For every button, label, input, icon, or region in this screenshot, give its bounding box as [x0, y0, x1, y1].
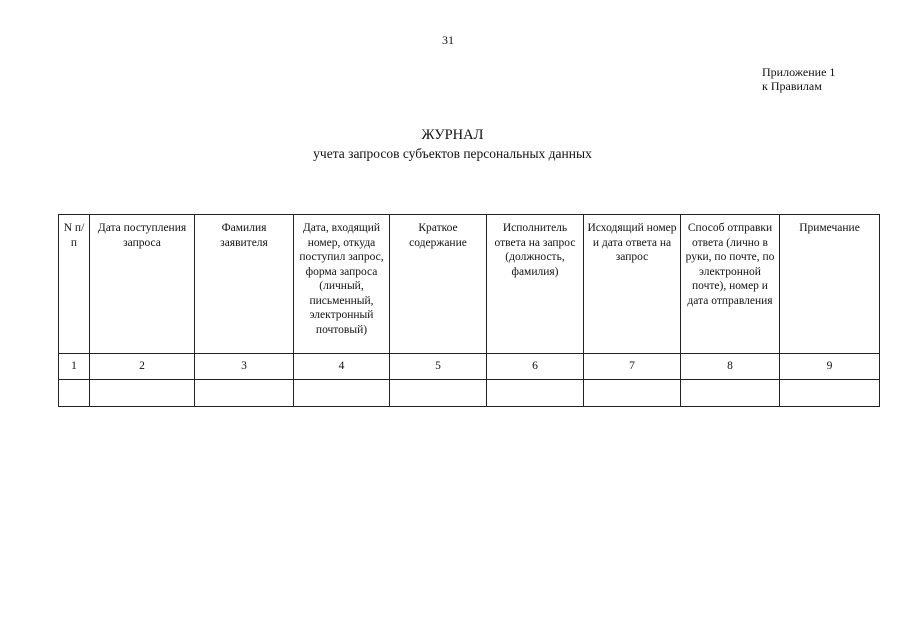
col-header-applicant-surname: Фамилия заявителя [195, 215, 294, 354]
column-number-cell: 3 [195, 354, 294, 380]
empty-cell [584, 380, 681, 407]
column-number-cell: 6 [487, 354, 584, 380]
empty-cell [90, 380, 195, 407]
col-header-delivery-method: Способ отправки ответа (лично в руки, по почте, по электронной почте), номер и дата отправления [681, 215, 780, 354]
column-number-cell: 2 [90, 354, 195, 380]
column-number-cell: 7 [584, 354, 681, 380]
col-header-number: N п/п [59, 215, 90, 354]
empty-cell [487, 380, 584, 407]
page-number: 31 [442, 33, 454, 47]
empty-cell [390, 380, 487, 407]
col-header-receipt-date: Дата поступления запроса [90, 215, 195, 354]
column-number-cell: 5 [390, 354, 487, 380]
empty-cell [294, 380, 390, 407]
column-number-cell: 9 [780, 354, 880, 380]
empty-cell [681, 380, 780, 407]
col-header-incoming-details: Дата, входящий номер, откуда поступил запрос, форма запроса (личный, письменный, электронный почтовый) [294, 215, 390, 354]
appendix-line-2: к Правилам [762, 79, 822, 93]
col-header-executor: Исполнитель ответа на запрос (должность, фамилия) [487, 215, 584, 354]
empty-cell [59, 380, 90, 407]
col-header-outgoing-number: Исходящий номер и дата ответа на запрос [584, 215, 681, 354]
empty-cell [780, 380, 880, 407]
appendix-line-1: Приложение 1 [762, 65, 836, 79]
column-number-cell: 4 [294, 354, 390, 380]
document-subtitle: учета запросов субъектов персональных данных [313, 146, 592, 161]
column-number-row [59, 354, 880, 380]
document-title: ЖУРНАЛ [421, 127, 484, 143]
col-header-summary: Краткое содержание [390, 215, 487, 354]
journal-table [58, 214, 880, 407]
empty-entry-row [59, 380, 880, 407]
header-row [59, 215, 880, 354]
empty-cell [195, 380, 294, 407]
col-header-note: Примечание [780, 215, 880, 354]
appendix-note [762, 65, 835, 93]
column-number-cell: 1 [59, 354, 90, 380]
column-number-cell: 8 [681, 354, 780, 380]
